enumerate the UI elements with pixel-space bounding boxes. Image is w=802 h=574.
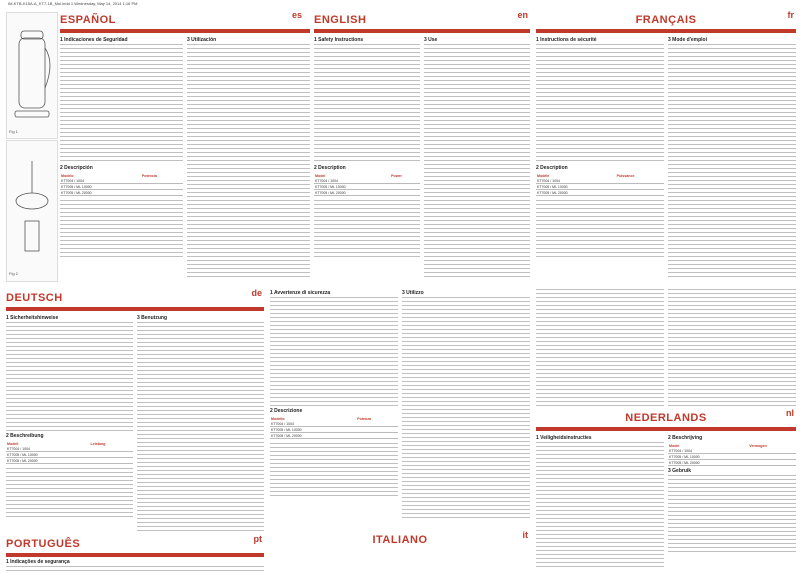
figure-2 xyxy=(6,140,58,282)
heading: 2 Beschreibung xyxy=(6,433,44,439)
language-code: es xyxy=(292,10,303,20)
figure-1-label: Fig 1 xyxy=(9,129,18,134)
table-header: Power xyxy=(391,173,402,178)
body-text-lines xyxy=(668,474,796,554)
title-bar xyxy=(536,29,796,33)
language-code: it xyxy=(522,530,528,540)
table-cell: KT7004 / 1004 xyxy=(270,421,356,427)
section-it-title xyxy=(270,530,530,544)
table-cell: KT7005 / ML 20000 xyxy=(536,190,616,196)
table-header: Model xyxy=(669,443,680,448)
table-header: Modèle xyxy=(537,173,550,178)
table-header: Modello xyxy=(271,416,285,421)
body-text-lines xyxy=(314,43,420,163)
heading: 2 Beschrijving xyxy=(668,435,703,441)
language-code: pt xyxy=(253,534,262,544)
section-pt xyxy=(6,534,264,572)
figure-1 xyxy=(6,12,58,139)
table-cell: KT7005 / ML 10000 xyxy=(270,427,356,433)
table-cell: KT7004 / 1004 xyxy=(6,446,90,452)
body-text-lines xyxy=(60,199,183,259)
section-title: ITALIANO xyxy=(372,534,428,544)
table-header: Modell xyxy=(7,441,19,446)
heading: 2 Descrizione xyxy=(270,408,303,414)
model-table xyxy=(6,441,133,464)
table-cell: KT7005 / ML 10000 xyxy=(314,184,390,190)
section-title: NEDERLANDS xyxy=(625,412,707,424)
section-en xyxy=(314,10,530,282)
table-header: Vermogen xyxy=(749,443,767,448)
table-cell: KT7005 / ML 20000 xyxy=(668,460,748,466)
table-header: Model xyxy=(315,173,326,178)
body-text-lines xyxy=(60,43,183,163)
body-text-lines xyxy=(536,43,664,163)
heading: 2 Description xyxy=(536,165,568,171)
table-cell: KT7005 / ML 10000 xyxy=(668,454,748,460)
title-bar xyxy=(536,427,796,431)
heading: 1 Indicaciones de Seguridad xyxy=(60,37,128,43)
heading: 1 Indicações de segurança xyxy=(6,559,70,565)
section-it-body xyxy=(270,288,530,528)
section-title: ESPAÑOL xyxy=(60,14,116,26)
heading: 1 Veiligheidsinstructies xyxy=(536,435,592,441)
heading: 3 Gebruik xyxy=(668,468,692,474)
table-cell: KT7005 / ML 10000 xyxy=(6,452,90,458)
heading: 1 Avvertenze di sicurezza xyxy=(270,290,331,296)
section-title: ENGLISH xyxy=(314,14,367,26)
table-header: Puissance xyxy=(616,173,635,178)
table-cell: KT7004 / 1004 xyxy=(60,178,141,184)
heading: 1 Sicherheitshinweise xyxy=(6,315,59,321)
table-cell: KT7005 / ML 10000 xyxy=(60,184,141,190)
table-header: Potencia xyxy=(141,173,157,178)
body-text-lines xyxy=(6,321,133,431)
model-table xyxy=(668,443,796,466)
title-bar xyxy=(314,29,530,33)
table-cell: KT7005 / ML 20000 xyxy=(60,190,141,196)
section-title: DEUTSCH xyxy=(6,292,63,304)
body-text-lines xyxy=(536,441,664,570)
table-header: Leistung xyxy=(90,441,106,446)
model-table xyxy=(536,173,664,196)
table-cell: KT7005 / ML 20000 xyxy=(6,458,90,464)
section-title: FRANÇAIS xyxy=(635,14,697,26)
table-cell: KT7005 / ML 20000 xyxy=(314,190,390,196)
title-bar xyxy=(60,29,310,33)
kettle-diagram-icon xyxy=(7,13,57,138)
title-bar xyxy=(6,307,264,311)
section-nl xyxy=(536,408,796,570)
body-text-lines xyxy=(137,321,264,532)
table-header: Potenza xyxy=(357,416,372,421)
title-bar xyxy=(6,553,264,557)
table-header: Modelo xyxy=(61,173,74,178)
language-code: nl xyxy=(786,408,794,418)
body-text-lines xyxy=(270,442,398,498)
figure-2-label: Fig 2 xyxy=(9,271,18,276)
body-text-lines xyxy=(668,43,796,279)
table-cell: KT7004 / 1004 xyxy=(314,178,390,184)
body-text-lines xyxy=(6,565,264,572)
section-de xyxy=(6,288,264,532)
heading: 2 Description xyxy=(314,165,346,171)
section-title: PORTUGUÊS xyxy=(6,538,81,550)
body-text-lines xyxy=(314,199,420,259)
heading: 1 Instructions de sécurité xyxy=(536,37,597,43)
file-header: IM-KTB-K15A-A_KT7-1B_Mul.indd 1 Wednesday, May 14, 2014 1:16 PM xyxy=(8,1,138,6)
language-code: de xyxy=(251,288,262,298)
heading: 3 Mode d'emploi xyxy=(668,37,707,43)
body-text-lines xyxy=(402,296,530,520)
body-text-lines xyxy=(6,467,133,517)
section-es xyxy=(60,10,310,282)
table-cell: KT7004 / 1004 xyxy=(536,178,616,184)
table-cell: KT7005 / ML 10000 xyxy=(536,184,616,190)
heading: 2 Descripción xyxy=(60,165,93,171)
section-fr-continued xyxy=(536,288,796,408)
model-table xyxy=(270,416,398,439)
heading: 3 Benutzung xyxy=(137,315,167,321)
body-text-lines xyxy=(536,199,664,259)
language-code: en xyxy=(517,10,528,20)
language-code: fr xyxy=(787,10,794,20)
heading: 1 Safety Instructions xyxy=(314,37,364,43)
body-text-lines xyxy=(424,43,530,279)
heading: 3 Utilización xyxy=(187,37,217,43)
model-table xyxy=(60,173,183,196)
table-cell: KT7005 / ML 20000 xyxy=(270,433,356,439)
section-fr xyxy=(536,10,796,282)
body-text-lines xyxy=(668,288,796,406)
model-table xyxy=(314,173,420,196)
body-text-lines xyxy=(270,296,398,406)
heading: 3 Utilizzo xyxy=(402,290,424,296)
body-text-lines xyxy=(536,288,664,406)
heading: 3 Use xyxy=(424,37,438,43)
table-cell: KT7004 / 1004 xyxy=(668,448,748,454)
kettle-base-diagram-icon xyxy=(7,141,57,281)
body-text-lines xyxy=(187,43,310,279)
